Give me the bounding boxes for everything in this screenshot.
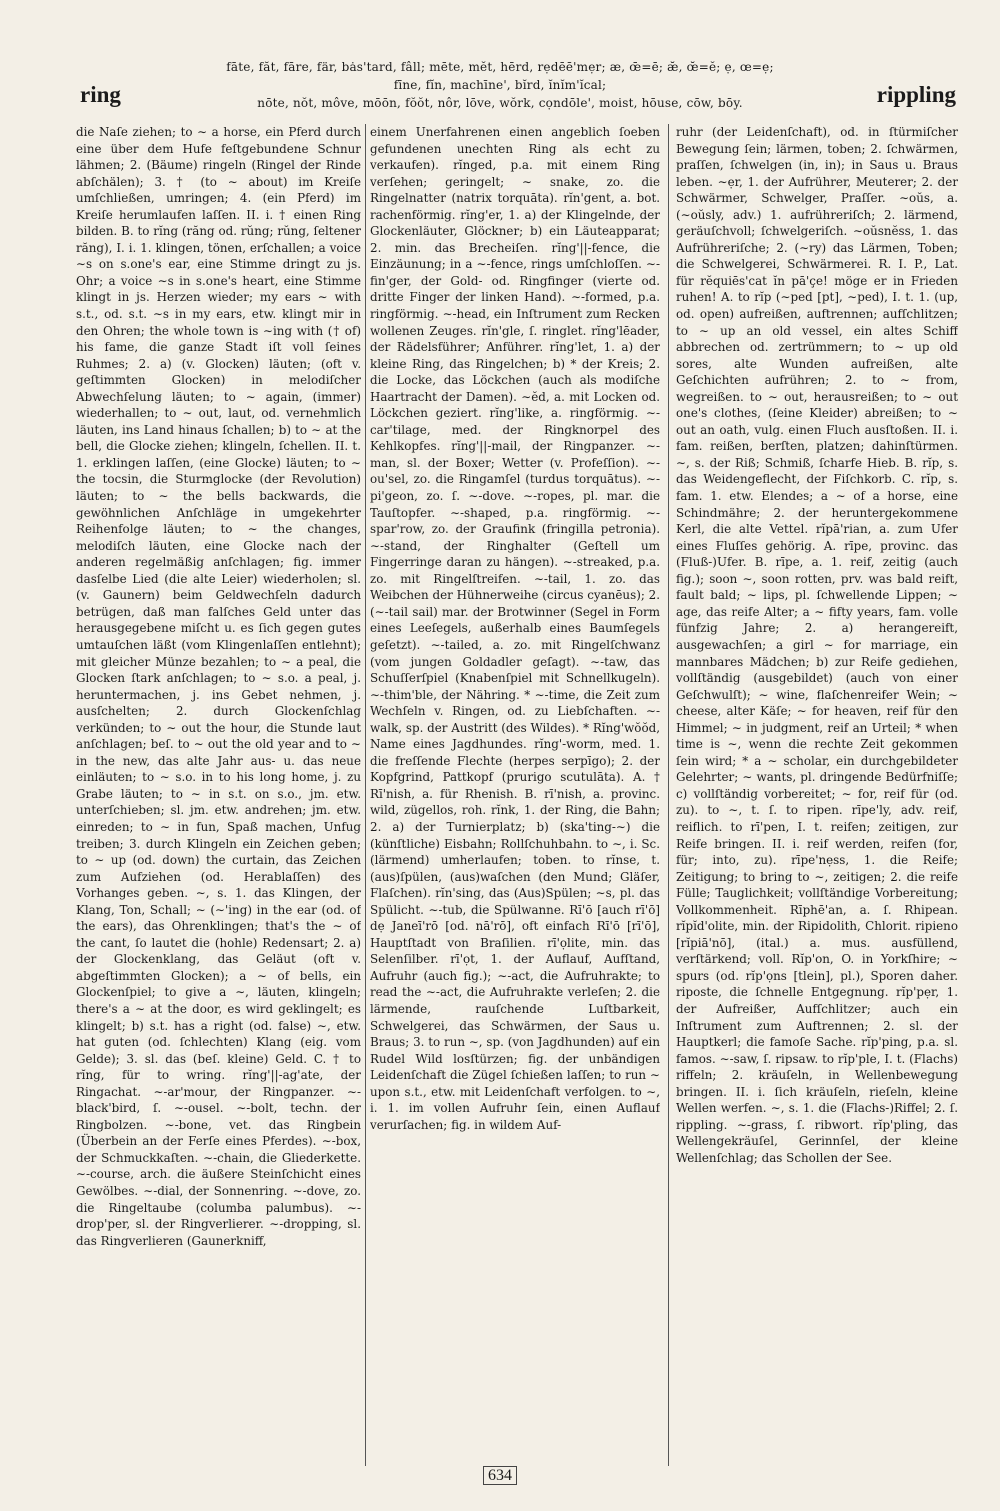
right-guide-word: rippling [876,82,956,107]
pronunciation-guide-line-1: fāte, făt, fāre, fär, bȧs'tard, fâll; mēte, mĕt, hērd, rẹdēē'mẹr; æ, œ̄=ē; æ̆, œ̆=ĕ; ẹ, œ=ẹ; [226,60,774,74]
column-rule-1 [365,124,366,1466]
dictionary-column-1: die Naſe ziehen; to ∼ a horse, ein Pferd durch eine über dem Hufe feſtgebundene Schnur lähmen; 2. (Bäume) ringeln (Ringel der Rinde abſchälen); 3. † (to ∼ about) im Kreiſe umſchließen, umringen; 4. (ein Pferd) im Kreiſe herumlaufen laſſen. II. i. † einen Ring bilden. B. to rĭng (răng od. rŭng; rŭng, ſeltener răng), I. i. 1. klingen, tönen, erſchallen; a voice ∼s on s.one's ear, eine Stimme dringt zu js. Ohr; a voice ∼s in s.one's heart, eine Stimme klingt in js. Herzen wieder; my ears ∼ with s.t., od. s.t. ∼s in my ears, etw. klingt mir in den Ohren; the whole town is ∼ing with († of) his fame, die ganze Stadt iſt voll ſeines Ruhmes; 2. a) (v. Glocken) läuten; (oft v. geſtimmten Glocken) in melodiſcher Abwechſelung läuten; to ∼ again, (immer) wiederhallen; to ∼ out, laut, od. vernehmlich läuten, ins Land hinaus ſchallen; b) to ∼ at the bell, die Glocke ziehen; klingeln, ſchellen. II. t. 1. erklingen laſſen, (eine Glocke) läuten; to ∼ the tocsin, die Sturmglocke (der Revolution) läuten; to ∼ the bells backwards, die gewöhnlichen Anſchläge in umgekehrter Reihenfolge läuten; to ∼ the changes, melodiſch läuten, eine Glocke nach der anderen regelmäßig anſchlagen; fig. immer dasſelbe Lied (die alte Leier) wiederholen; sl. (v. Gaunern) beim Geldwechſeln dadurch betrügen, daß man falſches Geld unter das herausgegebene miſcht u. es ſich gegen gutes umtauſchen läßt (vom Klingenlaſſen entlehnt); mit gleicher Münze bezahlen; to ∼ a peal, die Glocken ſtark anſchlagen; to ∼ s.o. a peal, j. heruntermachen, j. ins Gebet nehmen, j. ausſchelten; 2. durch Glockenſchlag verkünden; to ∼ out the hour, die Stunde laut anſchlagen; beſ. to ∼ out the old year and to ∼ in the new, das alte Jahr aus- u. das neue einläuten; to ∼ s.o. in to his long home, j. zu Grabe läuten; to ∼ in s.t. on s.o., jm. etw. unterſchieben; sl. jm. etw. andrehen; jm. etw. einreden; to ∼ in fun, Spaß machen, Unfug treiben; 3. durch Klingeln ein Zeichen geben; to ∼ up (od. down) the curtain, das Zeichen zum Aufziehen (od. Herablaſſen) des Vorhanges geben. ∼, s. 1. das Klingen, der Klang, Ton, Schall; ∼ (∼'ing) in the ear (od. of the ears), das Ohrenklingen; that's the ∼ of the cant, ſo lautet die (hohle) Redensart; 2. a) der Glockenklang, das Geläut (oft v. abgeſtimmten Glocken); a ∼ of bells, ein Glockenſpiel; to give a ∼, läuten, klingeln; there's a ∼ at the door, es wird geklingelt; es klingelt; b) s.t. has a right (od. false) ∼, etw. hat guten (od. ſchlechten) Klang (eig. vom Gelde); 3. sl. das (beſ. kleine) Geld. C. † to rĭng, für to wring. rĭng'||-ag'ate, der Ringachat. ∼-ar'mour, der Ringpanzer. ∼-black'bird, ſ. ∼-ousel. ∼-bolt, techn. der Ringbolzen. ∼-bone, vet. das Ringbein (Überbein an der Ferſe eines Pferdes). ∼-box, der Schmuckkaſten. ∼-chain, die Gliederkette. ∼-course, arch. die äußere Steinſchicht eines Gewölbes. ∼-dial, der Sonnenring. ∼-dove, zo. die Ringeltaube (columba palumbus). ∼-drop'per, sl. der Ringverlierer. ∼-dropping, sl. das Ringverlieren (Gaunerkniff, [76,125,361,1248]
pronunciation-guide-line-3: nōte, nŏt, môve, mōōn, fŏŏt, nôr, lōve, wŏrk, cọndōle', moist, hōuse, cōw, bōy. [257,96,743,110]
page-number [0,1467,1000,1485]
column-rule-2 [668,124,669,1466]
page-number-text: 634 [483,1466,517,1485]
dictionary-column-2: einem Unerfahrenen einen angeblich ſoeben gefundenen unechten Ring als echt zu verkaufen). rĭnged, p.a. mit einem Ring verſehen; geringelt; ∼ snake, zo. die Ringelnatter (natrix torquāta). rĭn'gent, a. bot. rachenförmig. rĭng'er, 1. a) der Klingelnde, der Glockenläuter, Glöckner; b) ein Läuteapparat; 2. min. das Brecheiſen. rĭng'||-fence, die Einzäunung; in a ∼-fence, rings umſchloſſen. ∼-fin'ger, der Gold- od. Ringfinger (vierte od. dritte Finger der linken Hand). ∼-formed, p.a. ringförmig. ∼-head, ein Inſtrument zum Recken wollenen Zeuges. rĭn'gle, ſ. ringlet. rĭng'lēader, der Rädelsführer; Anführer. rĭng'let, 1. a) der kleine Ring, das Ringelchen; b) * der Kreis; 2. die Locke, das Löckchen (auch als modiſche Haartracht der Damen). ∼ĕd, a. mit Locken od. Löckchen geziert. rĭng'like, a. ringförmig. ∼-car'tilage, med. der Ringknorpel des Kehlkopfes. rĭng'||-mail, der Ringpanzer. ∼-man, sl. der Boxer; Wetter (v. Profeſſion). ∼-ou'sel, zo. die Ringamſel (turdus torquātus). ∼-pi'geon, zo. ſ. ∼-dove. ∼-ropes, pl. mar. die Tauſtopfer. ∼-shaped, p.a. ringförmig. ∼-spar'row, zo. der Graufink (fringilla petronia). ∼-stand, der Ringhalter (Geſtell um Fingerringe daran zu hängen). ∼-streaked, p.a. zo. mit Ringelſtreifen. ∼-tail, 1. zo. das Weibchen der Hühnerweihe (circus cyanēus); 2. (∼-tail sail) mar. der Brotwinner (Segel in Form eines Leeſegels, außerhalb eines Baumſegels geſetzt). ∼-tailed, a. zo. mit Ringelſchwanz (vom jungen Goldadler geſagt). ∼-taw, das Schuſſerſpiel (Knabenſpiel mit Schnellkugeln). ∼-thim'ble, der Nähring. * ∼-time, die Zeit zum Wechſeln v. Ringen, od. zu Liebſchaften. ∼-walk, sp. der Austritt (des Wildes). * Rĭng'wŏŏd, Name eines Jagdhundes. rĭng'-worm, med. 1. die freſſende Flechte (herpes serpīgo); 2. der Kopfgrind, Pattkopf (prurigo scutulāta). A. † Rī'nish, a. für Rhenish. B. rī'nish, a. provinc. wild, zügellos, roh. rĭnk, 1. der Ring, die Bahn; 2. a) der Turnierplatz; b) (ska'ting-∼) die (künſtliche) Eisbahn; Rollſchuhbahn. to ∼, i. Sc. (lärmend) umherlaufen; toben. to rĭnse, t. (aus)ſpülen, (aus)waſchen (den Mund; Gläſer, Flaſchen). rĭn'sing, das (Aus)Spülen; ∼s, pl. das Spülicht. ∼-tub, die Spülwanne. Rī'ō [auch rī'ō] dẹ Janeī'rō [od. nā'rō], oft einfach Rī'ō [rī'ō], Hauptſtadt von Braſilien. rī'ọlite, min. das Selenſilber. rī'ọt, 1. der Auflauf, Aufſtand, Aufruhr (auch fig.); ∼-act, die Aufruhrakte; to read the ∼-act, die Aufruhrakte verleſen; 2. die lärmende, rauſchende Luſtbarkeit, Schwelgerei, das Schwärmen, der Saus u. Braus; 3. to run ∼, sp. (von Jagdhunden) auf ein Rudel Wild losſtürzen; fig. der unbändigen Leidenſchaft die Zügel ſchießen laſſen; to run ∼ upon s.t., etw. mit Leidenſchaft verfolgen. to ∼, i. 1. im vollen Aufruhr ſein, einen Auflauf verurſachen; fig. in wildem Auf- [370,125,660,1132]
pronunciation-guide-line-2: fīne, fĭn, machīne', bĭrd, ĭnĭm'ĭcal; [393,78,607,92]
dictionary-column-3: ruhr (der Leidenſchaft), od. in ſtürmiſcher Bewegung ſein; lärmen, toben; 2. ſchwärmen, praſſen, ſchwelgen (in, in); in Saus u. Braus leben. ∼ẹr, 1. der Aufrührer, Meuterer; 2. der Schwärmer, Schwelger, Praſſer. ∼oŭs, a. (∼oŭsly, adv.) 1. aufrühreriſch; 2. lärmend, geräuſchvoll; ſchwelgeriſch. ∼oŭsnĕss, 1. das Aufrühreriſche; 2. (∼ry) das Lärmen, Toben; die Schwelgerei, Schwärmerei. R. I. P., Lat. für rĕquiēs'cat ĭn pā'çe! möge er in Frieden ruhen! A. to rĭp (∼ped [pt], ∼ped), I. t. 1. (up, od. open) aufreißen, auftrennen; aufſchlitzen; to ∼ up an old vessel, ein altes Schiff abbrechen od. zertrümmern; to ∼ up old sores, alte Wunden aufreißen, alte Geſchichten aufrühren; 2. to ∼ from, wegreißen. to ∼ out, herausreißen; to ∼ out one's clothes, (ſeine Kleider) abreißen; to ∼ out an oath, vulg. einen Fluch ausſtoßen. II. i. fam. reißen, berſten, platzen; dahinſtürmen. ∼, s. der Riß; Schmiß, ſcharfe Hieb. B. rĭp, s. das Weidengeflecht, der Fiſchkorb. C. rĭp, s. fam. 1. etw. Elendes; a ∼ of a horse, eine Schindmähre; 2. der heruntergekommene Kerl, die alte Vettel. rĭpā'rian, a. zum Ufer eines Fluſſes gehörig. A. rīpe, provinc. das (Fluß-)Ufer. B. rīpe, a. 1. reif, zeitig (auch fig.); soon ∼, soon rotten, prv. was bald reift, fault bald; ∼ lips, pl. ſchwellende Lippen; ∼ age, das reife Alter; a ∼ fifty years, fam. volle fünfzig Jahre; 2. a) herangereift, ausgewachſen; a girl ∼ for marriage, ein mannbares Mädchen; b) zur Reife gediehen, vollſtändig (ausgebildet) (auch von einer Geſchwulſt); ∼ wine, flaſchenreifer Wein; ∼ cheese, alter Käſe; ∼ for heaven, reif für den Himmel; ∼ in judgment, reif an Urteil; * when time is ∼, wenn die rechte Zeit gekommen ſein wird; * a ∼ scholar, ein durchgebildeter Gelehrter; ∼ wants, pl. dringende Bedürfniſſe; c) vollſtändig vorbereitet; ∼ for, reif für (od. zu). to ∼, t. ſ. to ripen. rīpe'ly, adv. reif, reiflich. to rī'pen, I. t. reifen; zeitigen, zur Reife bringen. II. i. reif werden, reifen (for, für; into, zu). rīpe'nẹss, 1. die Reife; Zeitigung; to bring to ∼, zeitigen; 2. die reife Fülle; Tauglichkeit; vollſtändige Vorbereitung; Vollkommenheit. Rīphē'an, a. ſ. Rhipean. rĭpĭd'olite, min. der Ripidolith, Chlorit. ripieno [rĭpiā'nō], (ital.) a. mus. ausfüllend, verſtärkend; voll. Rĭp'on, O. in Yorkſhire; ∼ spurs (od. rĭp'ọns [tlein], pl.), Sporen daher. riposte, die ſchnelle Entgegnung. rĭp'pẹr, 1. der Aufreißer, Aufſchlitzer; auch ein Inſtrument zum Auftrennen; 2. sl. der Hauptkerl; die famoſe Sache. rĭp'ping, p.a. sl. famos. ∼-saw, ſ. ripsaw. to rĭp'ple, I. t. (Flachs) riffeln; 2. kräuſeln, in Wellenbewegung bringen. II. i. ſich kräuſeln, rieſeln, kleine Wellen werfen. ∼, s. 1. die (Flachs-)Riffel; 2. ſ. rippling. ∼-grass, ſ. ribwort. rĭp'pling, das Wellengekräuſel, Gerinnſel, der kleine Wellenſchlag; das Schollen der See. [676,125,958,1165]
left-guide-word: ring [80,82,121,107]
